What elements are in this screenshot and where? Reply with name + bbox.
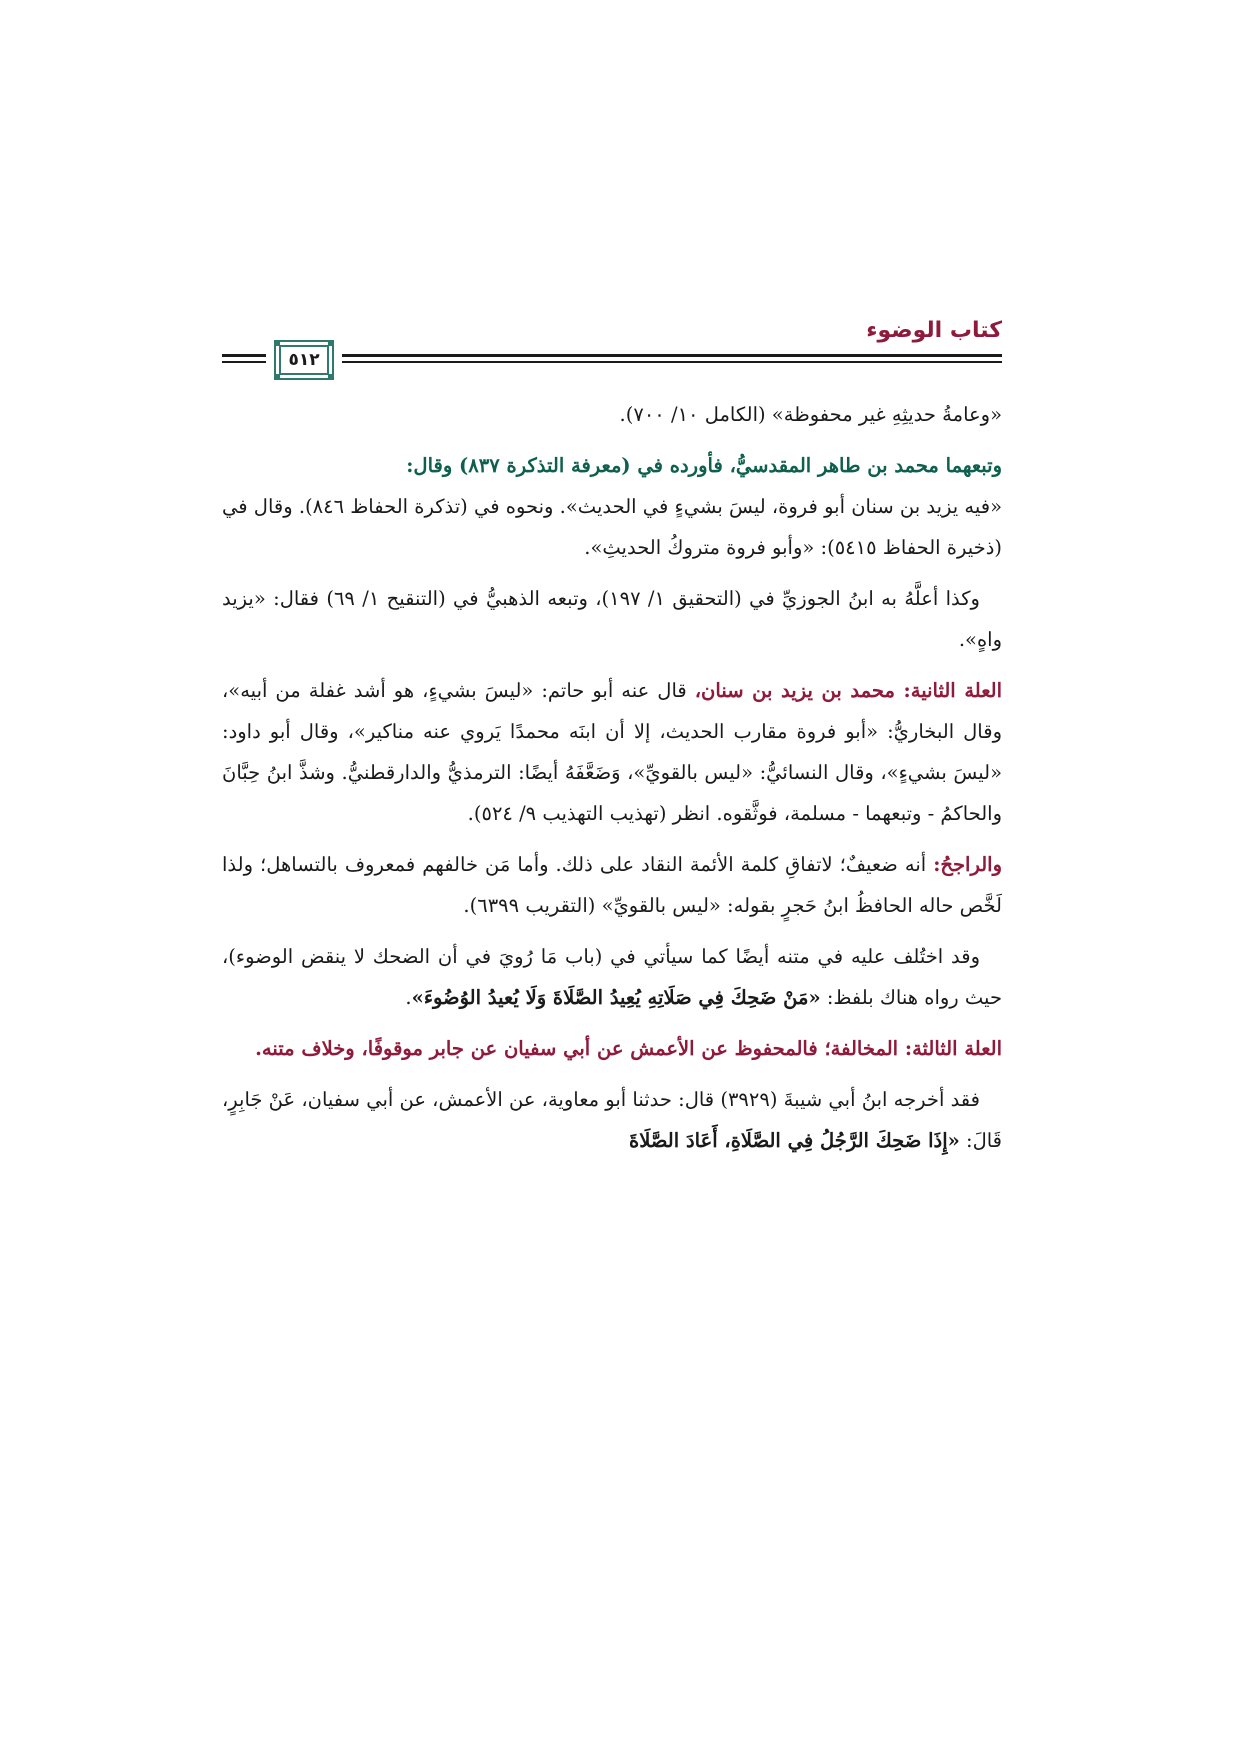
second-defect-heading: العلة الثانية: محمد بن يزيد بن سنان، — [694, 679, 1002, 702]
paragraph-2-lead: وتبعهما محمد بن طاهر المقدسيُّ، فأورده في (معرفة التذكرة ٨٣٧) وقال: — [406, 454, 1002, 477]
paragraph-8-body: فقد أخرجه ابنُ أبي شيبةَ (٣٩٢٩) قال: حدثنا أبو معاوية، عن الأعمش، عن أبي سفيان، عَنْ جَابِرٍ، قَالَ: — [222, 1088, 1002, 1152]
paragraph-4 — [222, 670, 1002, 834]
paragraph-5-body: أنه ضعيفٌ؛ لاتفاقِ كلمة الأئمة النقاد على ذلك. وأما مَن خالفهم فمعروف بالتساهل؛ ولذا لَخَّص حاله الحافظُ ابنُ حَجرٍ بقوله: «ليس بالقويِّ» (التقريب ٦٣٩٩). — [222, 853, 1002, 917]
third-defect-heading: العلة الثالثة: المخالفة؛ فالمحفوظ عن الأعمش عن أبي سفيان عن جابر موقوفًا، وخلاف متنه. — [255, 1037, 1002, 1060]
paragraph-6-body: وقد اختُلف عليه في متنه أيضًا كما سيأتي في (باب مَا رُويَ في أن الضحك لا ينقض الوضوء)، حيث رواه هناك بلفظ: — [222, 945, 1002, 1009]
page-number-frame — [274, 340, 334, 380]
paragraph-5 — [222, 844, 1002, 926]
paragraph-2 — [222, 445, 1002, 568]
book-title: كتاب الوضوء — [866, 318, 1002, 343]
hadith-quote-2: «إِذَا ضَحِكَ الرَّجُلُ فِي الصَّلَاةِ، أَعَادَ الصَّلَاةَ — [629, 1129, 960, 1152]
preponderant-heading: والراجحُ: — [933, 853, 1002, 876]
page-header — [222, 310, 1002, 388]
paragraph-6-end: . — [405, 986, 412, 1009]
paragraph-3: وكذا أعلَّهُ به ابنُ الجوزيِّ في (التحقيق ١/ ١٩٧)، وتبعه الذهبيُّ في (التنقيح ١/ ٦٩) فقال: «يزيد واهٍ». — [222, 587, 1002, 651]
paragraph-4-body: قال عنه أبو حاتم: «ليسَ بشيءٍ، هو أشد غفلة من أبيه»، وقال البخاريُّ: «أبو فروة مقارب الحديث، إلا أن ابنَه محمدًا يَروي عنه مناكير»، وقال أبو داود: «ليسَ بشيءٍ»، وقال النسائيُّ: «ليس بالقويِّ»، وَضَعَّفَهُ أيضًا: الترمذيُّ والدارقطنيُّ. وشذَّ ابنُ حِبَّانَ والحاكمُ - وتبعهما - مسلمة، فوثَّقوه. انظر (تهذيب التهذيب ٩/ ٥٢٤). — [222, 679, 1002, 825]
document-page — [222, 310, 1002, 1161]
page-number: ٥١٢ — [288, 350, 320, 370]
hadith-quote-1: «مَنْ ضَحِكَ فِي صَلَاتِهِ يُعِيدُ الصَّلَاةَ وَلَا يُعيدُ الوُضُوءَ» — [411, 986, 821, 1009]
paragraph-1: «وعامةُ حديثِهِ غير محفوظة» (الكامل ١٠/ ٧٠٠). — [619, 403, 1002, 426]
paragraph-2-body: «فيه يزيد بن سنان أبو فروة، ليسَ بشيءٍ في الحديث». ونحوه في (تذكرة الحفاظ ٨٤٦). وقال في (ذخيرة الحفاظ ٥٤١٥): «وأبو فروة متروكُ الحديثِ». — [222, 495, 1002, 559]
paragraph-8 — [222, 1079, 1002, 1161]
paragraph-6 — [222, 936, 1002, 1018]
